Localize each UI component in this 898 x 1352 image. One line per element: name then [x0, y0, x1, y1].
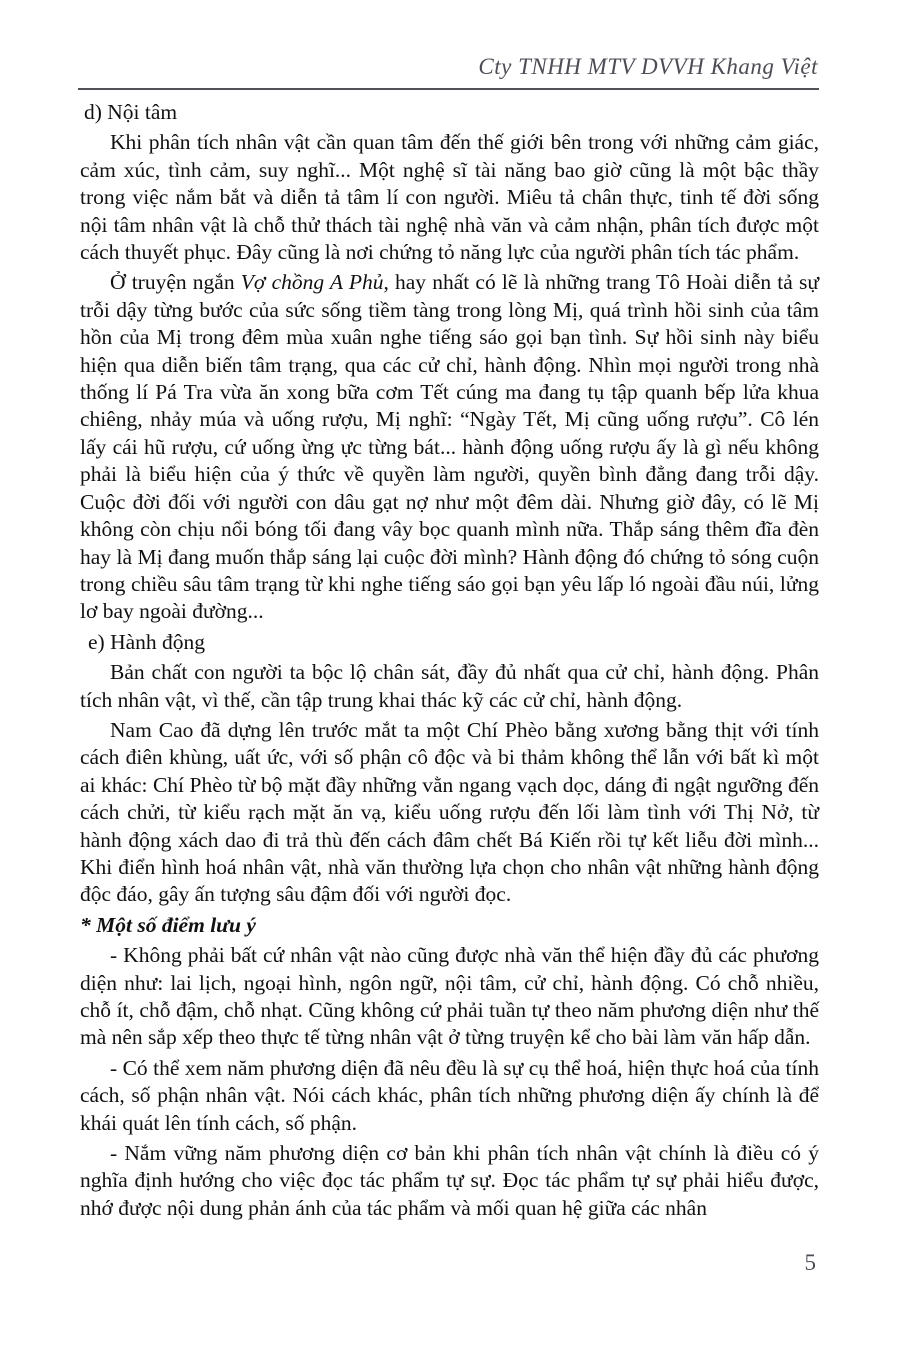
header-rule [78, 88, 819, 90]
book-title: Vợ chồng A Phủ [240, 270, 384, 295]
company-name: Cty TNHH MTV DVVH Khang Việt [478, 54, 818, 79]
paragraph-text-prefix: Ở truyện ngắn [110, 270, 241, 295]
paragraph-noi-tam: Khi phân tích nhân vật cần quan tâm đến thế giới bên trong với những cảm giác, cảm xúc, tình cảm, suy nghĩ... Một nghệ sĩ tài năng bao giờ cũng là một bậc thầy trong việc nắm bắt và diễn tả tâm lí con người. Miêu tả chân thực, tinh tế đời sống nội tâm nhân vật là chỗ thử thách tài nghệ nhà văn và cảm nhận, phân tích được một cách thuyết phục. Đây cũng là nơi chứng tỏ năng lực của người phân tích tác phẩm. [80, 130, 819, 265]
paragraph-nam-cao: Nam Cao đã dựng lên trước mắt ta một Chí Phèo bằng xương bằng thịt với tính cách điên khùng, uất ức, với số phận cô độc và bi thảm không thể lẫn với bất kì một ai khác: Chí Phèo từ bộ mặt đầy những vằn ngang vạch dọc, dáng đi ngật ngưỡng đến cách chửi, từ kiểu rạch mặt ăn vạ, kiểu uống rượu đến lối làm tình với Thị Nở, từ hành động xách dao đi trả thù đến cách đâm chết Bá Kiến rồi tự kết liễu đời mình... Khi điển hình hoá nhân vật, nhà văn thường lựa chọn cho nhân vật những hành động độc đáo, gây ấn tượng sâu đậm đối với người đọc. [80, 717, 819, 907]
page-number: 5 [804, 1250, 816, 1275]
note-item: - Nắm vững năm phương diện cơ bản khi phân tích nhân vật chính là điều có ý nghĩa định hướng cho việc đọc tác phẩm tự sự. Đọc tác phẩm tự sự phải hiểu được, nhớ được nội dung phản ánh của tác phẩm và mối quan hệ giữa các nhân [80, 1141, 819, 1220]
section-heading-d: d) Nội tâm [84, 100, 178, 124]
document-content [80, 96, 819, 1222]
notes-heading: * Một số điểm lưu ý [80, 912, 256, 937]
paragraph-hanh-dong: Bản chất con người ta bộc lộ chân sát, đầy đủ nhất qua cử chỉ, hành động. Phân tích nhân vật, vì thế, cần tập trung khai thác kỹ các cử chỉ, hành động. [80, 660, 819, 712]
paragraph-text-suffix: , hay nhất có lẽ là những trang Tô Hoài diễn tả sự trỗi dậy từng bước của sức sống tiềm tàng trong lòng Mị, quá trình hồi sinh của tâm hồn của Mị trong đêm mùa xuân nghe tiếng sáo gọi bạn tình. Sự hồi sinh này biểu hiện qua diễn biến tâm trạng, qua các cử chỉ, hành động. Nhìn mọi người trong nhà thống lí Pá Tra vừa ăn xong bữa cơm Tết cúng ma đang tụ tập quanh bếp lửa khua chiêng, nhảy múa và uống rượu, Mị nghĩ: “Ngày Tết, Mị cũng uống rượu”. Cô lén lấy cái hũ rượu, cứ uống ừng ực từng bát... hành động uống rượu ấy là gì nếu không phải là biểu hiện của ý thức về quyền làm người, quyền bình đẳng đang trỗi dậy. Cuộc đời đối với người con dâu gạt nợ như một đêm dài. Nhưng giờ đây, có lẽ Mị không còn chịu nổi bóng tối đang vây bọc quanh mình nữa. Thắp sáng thêm đĩa đèn hay là Mị đang muốn thắp sáng lại cuộc đời mình? Hành động đó chứng tỏ sóng cuộn trong chiều sâu tâm trạng từ khi nghe tiếng sáo gọi bạn yêu lấp ló ngoài đầu núi, lửng lơ bay ngoài đường... [80, 270, 819, 624]
paragraph-vo-chong-a-phu [80, 269, 819, 625]
note-item: - Có thể xem năm phương diện đã nêu đều là sự cụ thể hoá, hiện thực hoá của tính cách, số phận nhân vật. Nói cách khác, phân tích những phương diện ấy chính là để khái quát lên tính cách, số phận. [80, 1055, 819, 1135]
note-item: - Không phải bất cứ nhân vật nào cũng được nhà văn thể hiện đầy đủ các phương diện như: lai lịch, ngoại hình, ngôn ngữ, nội tâm, cử chỉ, hành động. Có chỗ nhiều, chỗ ít, chỗ đậm, chỗ nhạt. Cũng không cứ phải tuần tự theo năm phương diện như thế mà nên sắp xếp theo thực tế từng nhân vật ở từng truyện kể cho bài làm văn hấp dẫn. [80, 943, 819, 1050]
section-heading-e: e) Hành động [88, 629, 206, 654]
page-header [78, 54, 818, 80]
